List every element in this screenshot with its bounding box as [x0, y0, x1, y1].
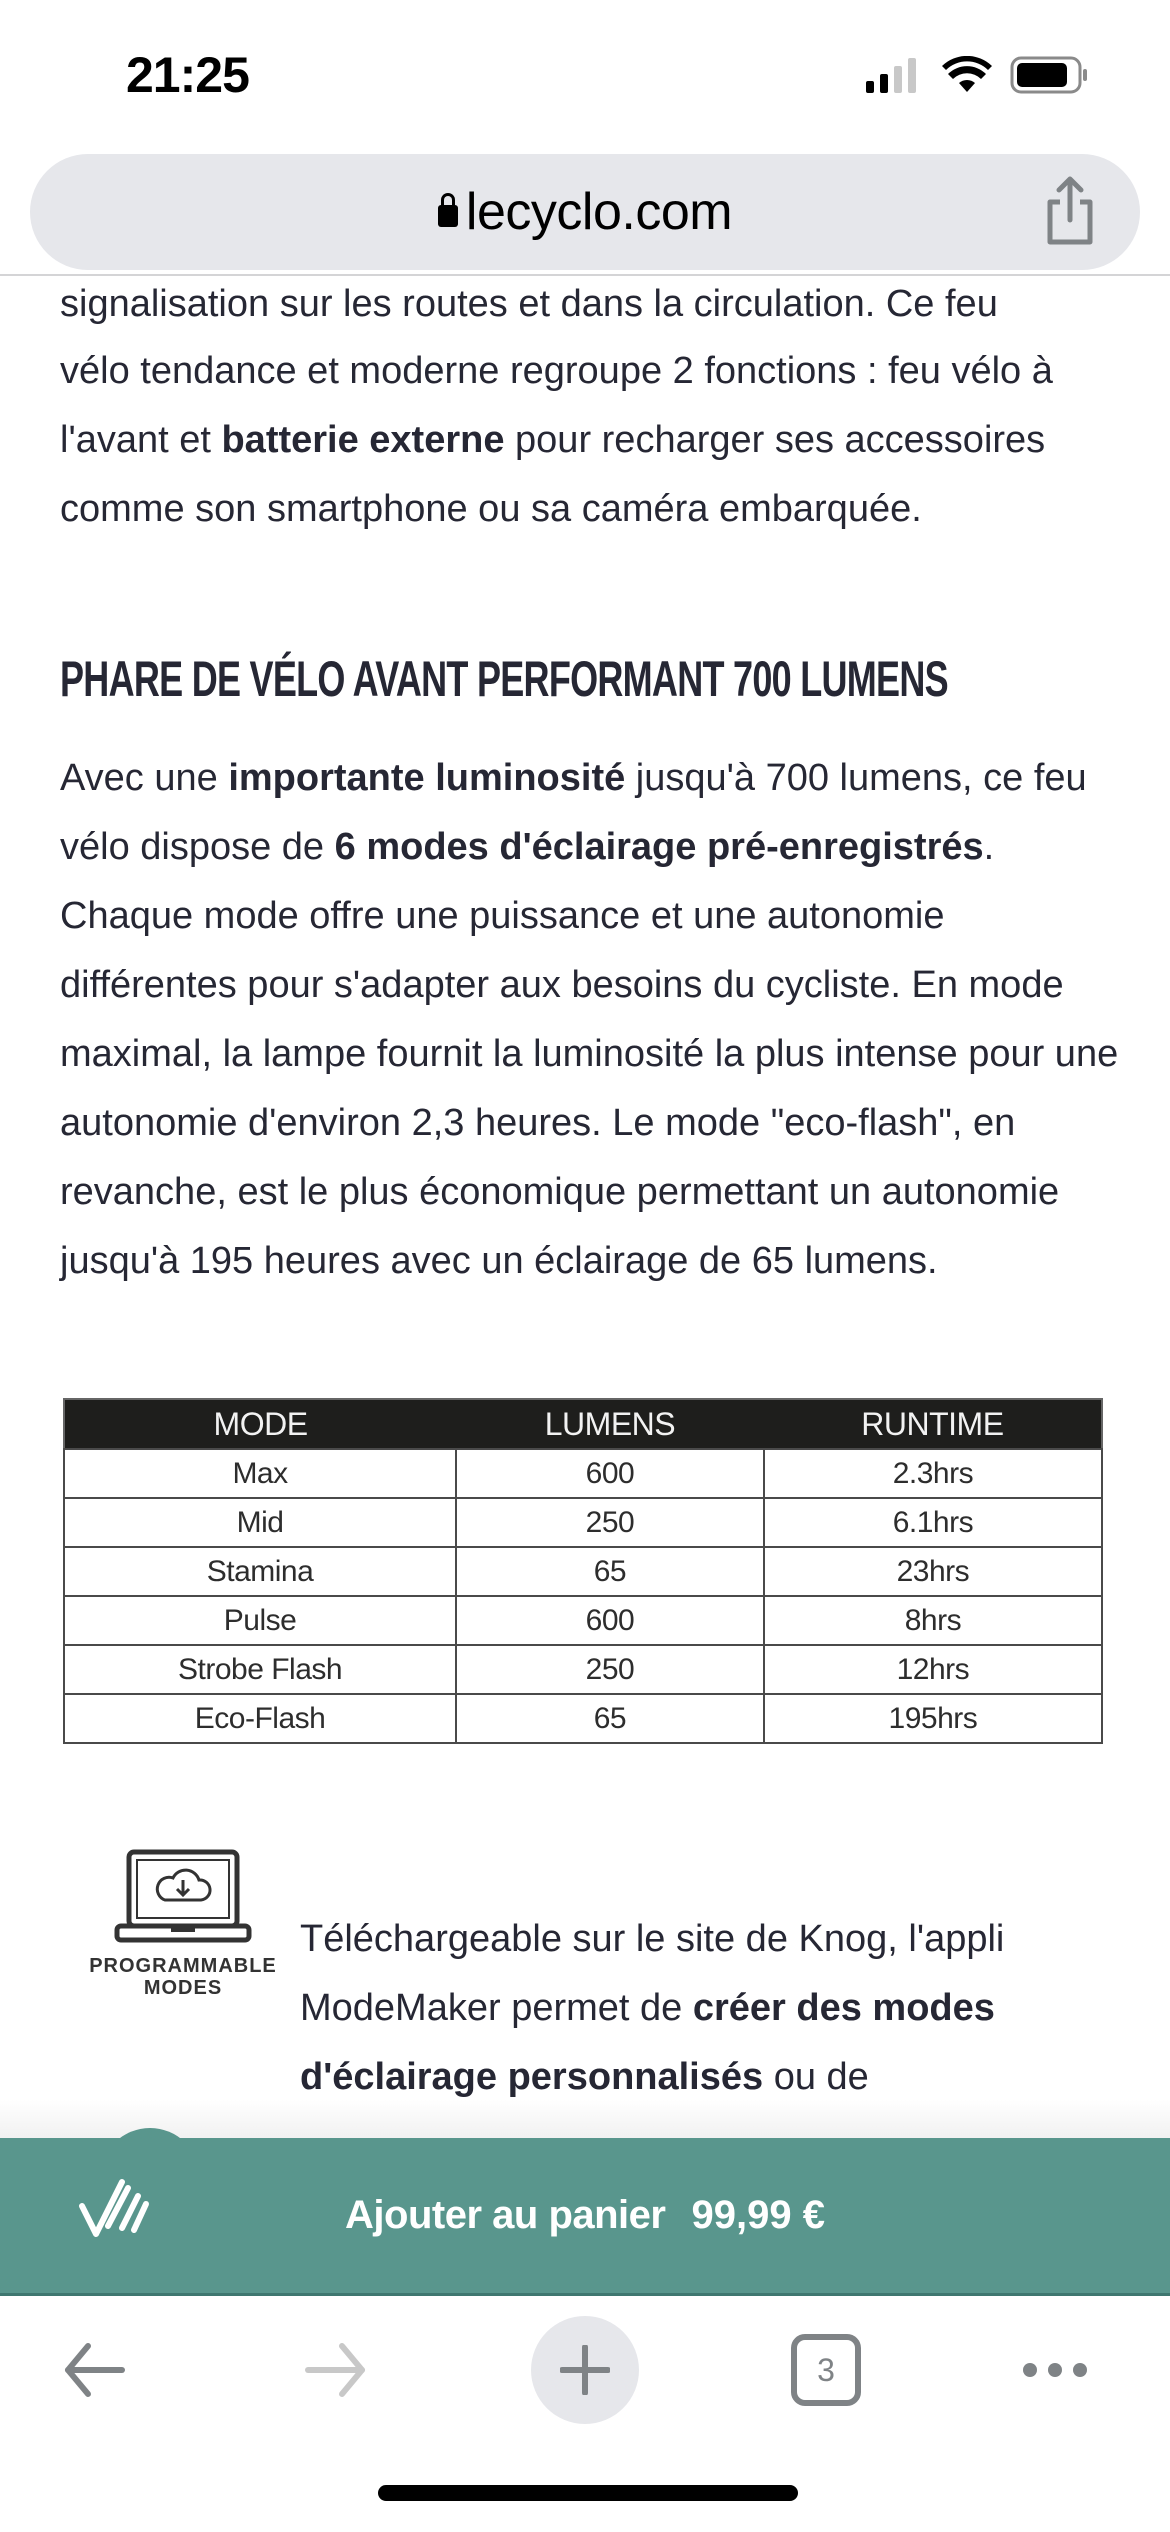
body-bold-2: 6 modes d'éclairage pré-enregistrés: [334, 826, 984, 868]
label-line-2: MODES: [143, 1977, 223, 1999]
url-display[interactable]: [30, 182, 1140, 242]
forward-arrow-icon: [300, 2340, 370, 2400]
cell-mode: Stamina: [64, 1547, 456, 1596]
status-bar: [0, 0, 1170, 150]
tab-count: 3: [817, 2351, 835, 2388]
status-icons: [864, 56, 1090, 94]
url-text: lecyclo.com: [465, 183, 733, 241]
body-bold-1: importante luminosité: [228, 757, 626, 799]
lock-icon: [438, 205, 458, 227]
back-button[interactable]: [50, 2316, 140, 2424]
cell-lumens: 250: [456, 1645, 764, 1694]
intro-bold-1: batterie externe: [221, 419, 505, 461]
table-row: [64, 1645, 1102, 1694]
intro-text-2: pour recharger ses accessoires comme son smartphone ou sa caméra embarquée.: [60, 419, 1046, 530]
tabs-icon: [791, 2334, 861, 2406]
modemaker-bold-1: créer des modes d'éclairage personnalisés: [300, 1987, 995, 2098]
modes-table: [63, 1398, 1103, 1744]
cell-lumens: 65: [456, 1547, 764, 1596]
table-row: [64, 1547, 1102, 1596]
cell-runtime: 8hrs: [764, 1596, 1102, 1645]
modemaker-text-2: ou de: [763, 2056, 869, 2098]
battery-icon: [1010, 56, 1090, 94]
cell-runtime: 6.1hrs: [764, 1498, 1102, 1547]
plus-icon: [560, 2345, 610, 2395]
cell-runtime: 23hrs: [764, 1547, 1102, 1596]
clipped-paragraph-line: signalisation sur les routes et dans la circulation. Ce feu: [60, 283, 998, 325]
programmable-modes-label: [86, 1955, 280, 1999]
cellular-signal-icon: [864, 57, 924, 93]
cell-lumens: 600: [456, 1596, 764, 1645]
cart-price: 99,99 €: [691, 2193, 825, 2237]
cell-lumens: 600: [456, 1449, 764, 1498]
table-row: [64, 1449, 1102, 1498]
cell-mode: Mid: [64, 1498, 456, 1547]
wifi-icon: [942, 56, 992, 94]
header-lumens: LUMENS: [456, 1399, 764, 1449]
cell-mode: Strobe Flash: [64, 1645, 456, 1694]
header-runtime: RUNTIME: [764, 1399, 1102, 1449]
header-mode: MODE: [64, 1399, 456, 1449]
status-time: 21:25: [126, 47, 249, 103]
body-text-3: . Chaque mode offre une puissance et une autonomie différentes pour s'adapter aux besoins du cycliste. En mode maximal, la lampe fournit la luminosité la plus intense pour une autonomie d'environ 2,3 heures. Le mode "eco-flash", en revanche, est le plus économique permettant un autonomie jusqu'à 195 heures avec un éclairage de 65 lumens.: [60, 826, 1119, 1282]
cell-mode: Max: [64, 1449, 456, 1498]
laptop-cloud-download-icon: [113, 1848, 253, 1944]
add-to-cart-label: Ajouter au panier: [345, 2193, 666, 2237]
more-button[interactable]: [1010, 2316, 1100, 2424]
table-header-row: [64, 1399, 1102, 1449]
cell-runtime: 12hrs: [764, 1645, 1102, 1694]
table-row: [64, 1498, 1102, 1547]
label-line-1: PROGRAMMABLE: [89, 1955, 277, 1977]
intro-paragraph: [60, 337, 1120, 544]
back-arrow-icon: [60, 2340, 130, 2400]
cart-bar-fade: [0, 2100, 1170, 2138]
section-heading: PHARE DE VÉLO AVANT PERFORMANT 700 LUMENS: [60, 651, 948, 707]
check-icon: [78, 2178, 164, 2238]
new-tab-button[interactable]: [531, 2316, 639, 2424]
table-row: [64, 1694, 1102, 1743]
intro-text-1: vélo tendance et moderne regroupe 2 fonctions : feu vélo à l'avant et: [60, 350, 1053, 461]
body-text-2: jusqu'à 700 lumens, ce feu vélo dispose de: [60, 757, 1087, 868]
more-icon: [1020, 2360, 1090, 2380]
share-icon[interactable]: [1040, 176, 1100, 248]
modemaker-paragraph: [300, 1905, 1120, 2112]
body-paragraph: [60, 744, 1130, 1296]
cell-mode: Pulse: [64, 1596, 456, 1645]
forward-button[interactable]: [290, 2316, 380, 2424]
home-indicator[interactable]: [378, 2485, 798, 2501]
cell-mode: Eco-Flash: [64, 1694, 456, 1743]
browser-address-area: [0, 150, 1170, 276]
cell-lumens: 65: [456, 1694, 764, 1743]
table-row: [64, 1596, 1102, 1645]
tabs-button[interactable]: [790, 2316, 862, 2424]
modemaker-text-1: Téléchargeable sur le site de Knog, l'appli ModeMaker permet de: [300, 1918, 1005, 2029]
address-bar[interactable]: [30, 154, 1140, 270]
programmable-modes-badge: [86, 1848, 280, 2018]
cell-runtime: 195hrs: [764, 1694, 1102, 1743]
cell-runtime: 2.3hrs: [764, 1449, 1102, 1498]
cell-lumens: 250: [456, 1498, 764, 1547]
body-text-1: Avec une: [60, 757, 229, 799]
add-to-cart-button[interactable]: [0, 2138, 1170, 2296]
